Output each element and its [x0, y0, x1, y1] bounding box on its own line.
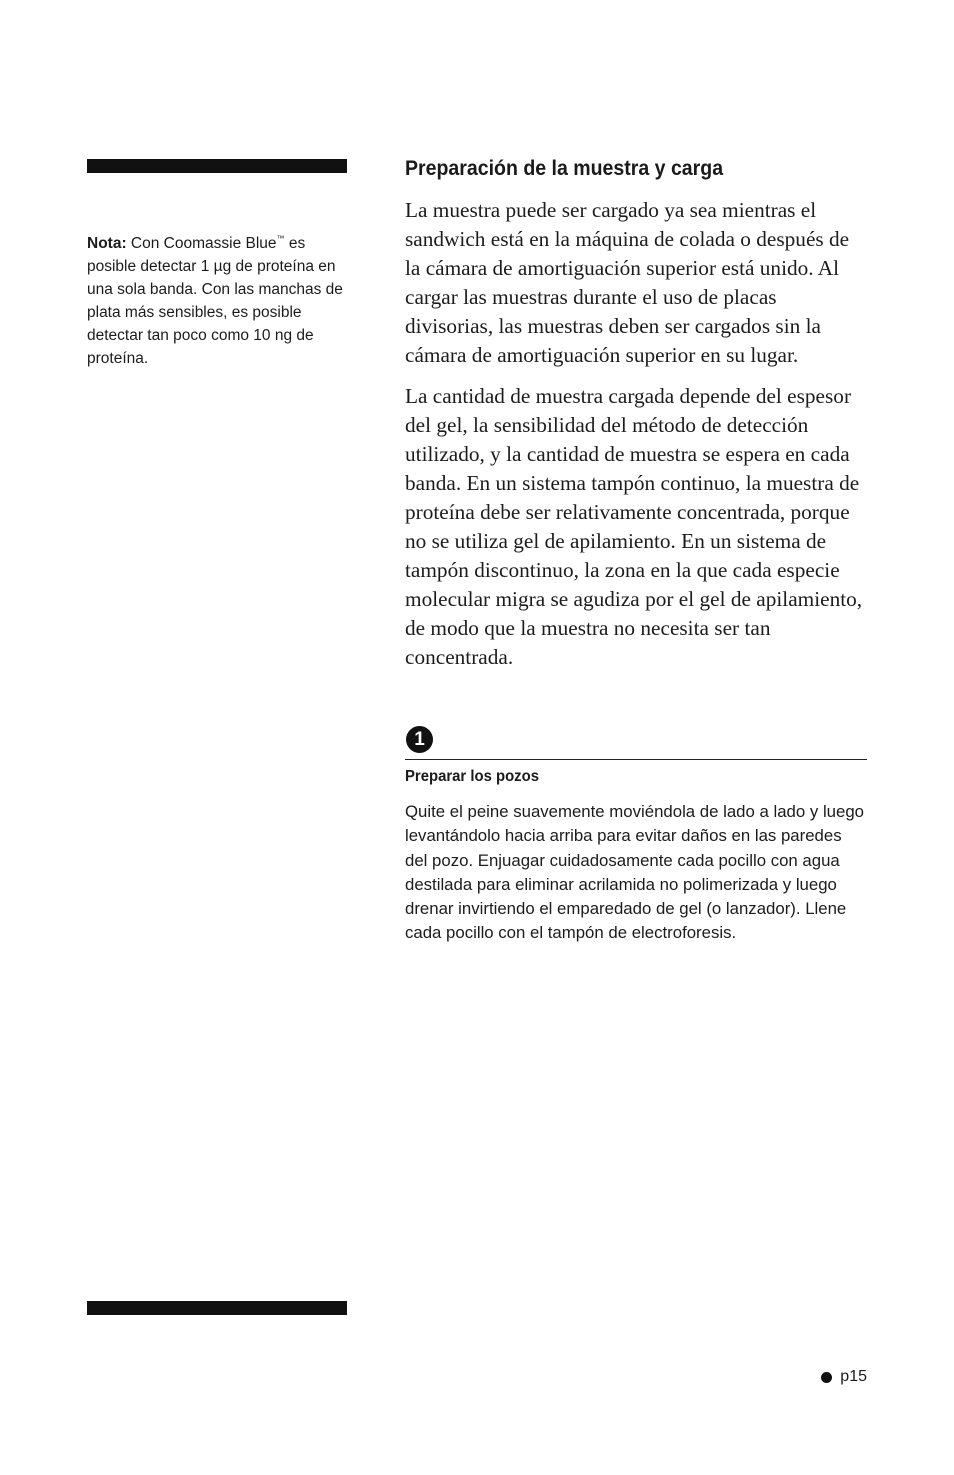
sidebar-top-bar [87, 159, 347, 173]
page-number: p15 [840, 1368, 867, 1385]
step-title: Preparar los pozos [405, 768, 539, 785]
step-block [405, 726, 867, 946]
sidebar-bottom-bar [87, 1301, 347, 1315]
step-divider [405, 759, 867, 760]
body-paragraph-2: La cantidad de muestra cargada depende del espesor del gel, la sensibilidad del método de detección utilizado, y la cantidad de muestra se espera en cada banda. En un sistema tampón continuo, la muestra de proteína debe ser relativamente concentrada, porque no se utiliza gel de apilamiento. En un sistema de tampón discontinuo, la zona en la que cada especie molecular migra se agudiza por el gel de apilamiento, de modo que la muestra no necesita ser tan concentrada. [405, 384, 863, 669]
step-number-badge: 1 [406, 726, 433, 753]
step-text: Quite el peine suavemente moviéndola de lado a lado y luego levantándolo hacia arriba para evitar daños en las paredes del pozo. Enjuagar cuidadosamente cada pocillo con agua destilada para eliminar acrilamida no polimerizada y luego drenar invirtiendo el emparedado de gel (o lanzador). Llene cada pocillo con el tampón de electroforesis. [405, 802, 865, 943]
note-text-start: Con Coomassie Blue [126, 235, 277, 252]
sidebar-note [87, 232, 349, 370]
page-footer [821, 1366, 867, 1388]
section-heading: Preparación de la muestra y carga [405, 157, 724, 180]
bullet-dot-icon [821, 1372, 832, 1383]
body-paragraph-1: La muestra puede ser cargado ya sea mientras el sandwich está en la máquina de colada o después de la cámara de amortiguación superior está unido. Al cargar las muestras durante el uso de placas divisorias, las muestras deben ser cargados sin la cámara de amortiguación superior en su lugar. [405, 198, 850, 367]
note-text-rest: es posible detectar 1 µg de proteína en una sola banda. Con las manchas de plata más sensibles, es posible detectar tan poco como 10 ng de proteína. [87, 235, 343, 367]
trademark-symbol: ™ [276, 234, 285, 243]
note-label: Nota: [87, 235, 127, 252]
main-content [405, 152, 867, 684]
